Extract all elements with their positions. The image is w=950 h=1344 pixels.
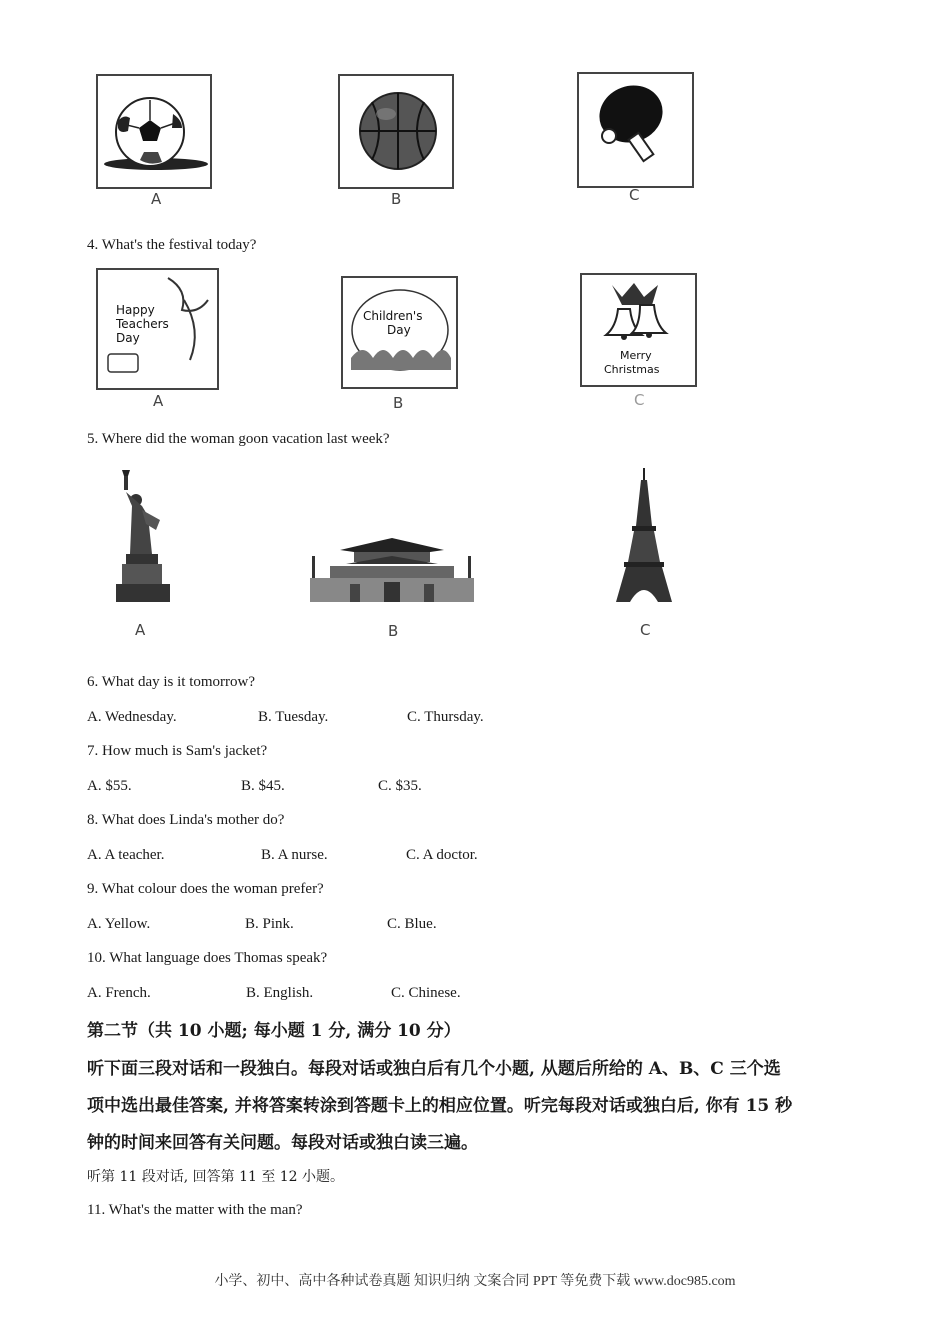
teachers-day-card-icon bbox=[98, 270, 217, 388]
question-11: 11. What's the matter with the man? bbox=[87, 1202, 303, 1218]
teachers-day-card-line-1: Happy bbox=[116, 303, 155, 317]
question-8: 8. What does Linda's mother do? bbox=[87, 812, 285, 828]
soccer-ball-picture bbox=[96, 74, 212, 189]
section-2-sub-instruction: 听第 11 段对话, 回答第 11 至 12 小题。 bbox=[87, 1169, 345, 1185]
q7-option-a: A. $55. bbox=[87, 778, 132, 794]
q9-option-a: A. Yellow. bbox=[87, 916, 151, 932]
teachers-day-card-picture bbox=[96, 268, 219, 390]
question-9: 9. What colour does the woman prefer? bbox=[87, 881, 324, 897]
basketball-icon bbox=[340, 76, 452, 187]
teachers-day-card-line-3: Day bbox=[116, 331, 140, 345]
question-7: 7. How much is Sam's jacket? bbox=[87, 743, 268, 759]
q4-option-a-label: A bbox=[153, 392, 164, 410]
q3-option-c-label: C bbox=[629, 186, 640, 204]
q9-option-b: B. Pink. bbox=[245, 916, 294, 932]
teachers-day-card-line-2: Teachers bbox=[116, 317, 169, 331]
childrens-day-card-line-2: Day bbox=[387, 323, 411, 337]
question-10: 10. What language does Thomas speak? bbox=[87, 950, 328, 966]
q7-option-b: B. $45. bbox=[241, 778, 285, 794]
childrens-day-card-line-1: Children's bbox=[363, 309, 423, 323]
childrens-day-card-icon bbox=[343, 278, 456, 387]
christmas-bells-icon bbox=[582, 275, 695, 385]
ping-pong-paddle-icon bbox=[579, 74, 692, 186]
q8-option-a: A. A teacher. bbox=[87, 847, 165, 863]
section-2-instruction-line-1: 听下面三段对话和一段独白。每段对话或独白后有几个小题, 从题后所给的 A、B、C 三个选 bbox=[87, 1059, 781, 1079]
q3-option-a-label: A bbox=[151, 190, 162, 208]
tiananmen-icon bbox=[310, 536, 474, 604]
q10-option-b: B. English. bbox=[246, 985, 314, 1001]
question-5: 5. Where did the woman goon vacation last week? bbox=[87, 431, 390, 447]
eiffel-tower-icon bbox=[614, 466, 674, 604]
q6-option-c: C. Thursday. bbox=[407, 709, 484, 725]
q3-option-b-label: B bbox=[391, 190, 402, 208]
childrens-day-card-picture bbox=[341, 276, 458, 389]
statue-of-liberty-icon bbox=[112, 466, 176, 606]
basketball-picture bbox=[338, 74, 454, 189]
q7-option-c: C. $35. bbox=[378, 778, 422, 794]
q5-option-a-label: A bbox=[135, 621, 146, 639]
q8-option-b: B. A nurse. bbox=[261, 847, 328, 863]
q6-option-a: A. Wednesday. bbox=[87, 709, 177, 725]
question-4: 4. What's the festival today? bbox=[87, 237, 257, 253]
section-2-heading: 第二节（共 10 小题; 每小题 1 分, 满分 10 分） bbox=[87, 1021, 461, 1041]
q8-option-c: C. A doctor. bbox=[406, 847, 478, 863]
q5-option-c-label: C bbox=[640, 621, 651, 639]
christmas-card-line-1: Merry bbox=[620, 349, 652, 362]
q9-option-c: C. Blue. bbox=[387, 916, 437, 932]
q10-option-c: C. Chinese. bbox=[391, 985, 461, 1001]
page-footer: 小学、初中、高中各种试卷真题 知识归纳 文案合同 PPT 等免费下载 www.doc985.com bbox=[214, 1274, 736, 1289]
q5-option-b-label: B bbox=[388, 622, 399, 640]
christmas-card-line-2: Christmas bbox=[604, 363, 660, 376]
soccer-ball-icon bbox=[98, 76, 210, 187]
q6-option-b: B. Tuesday. bbox=[258, 709, 329, 725]
merry-christmas-card-picture bbox=[580, 273, 697, 387]
q4-option-b-label: B bbox=[393, 394, 404, 412]
section-2-instruction-line-3: 钟的时间来回答有关问题。每段对话或独白读三遍。 bbox=[87, 1133, 478, 1153]
section-2-instruction-line-2: 项中选出最佳答案, 并将答案转涂到答题卡上的相应位置。听完每段对话或独白后, 你有 15 秒 bbox=[87, 1096, 793, 1116]
q10-option-a: A. French. bbox=[87, 985, 151, 1001]
q4-option-c-label: C bbox=[634, 391, 645, 409]
question-6: 6. What day is it tomorrow? bbox=[87, 674, 256, 690]
ping-pong-paddle-picture bbox=[577, 72, 694, 188]
